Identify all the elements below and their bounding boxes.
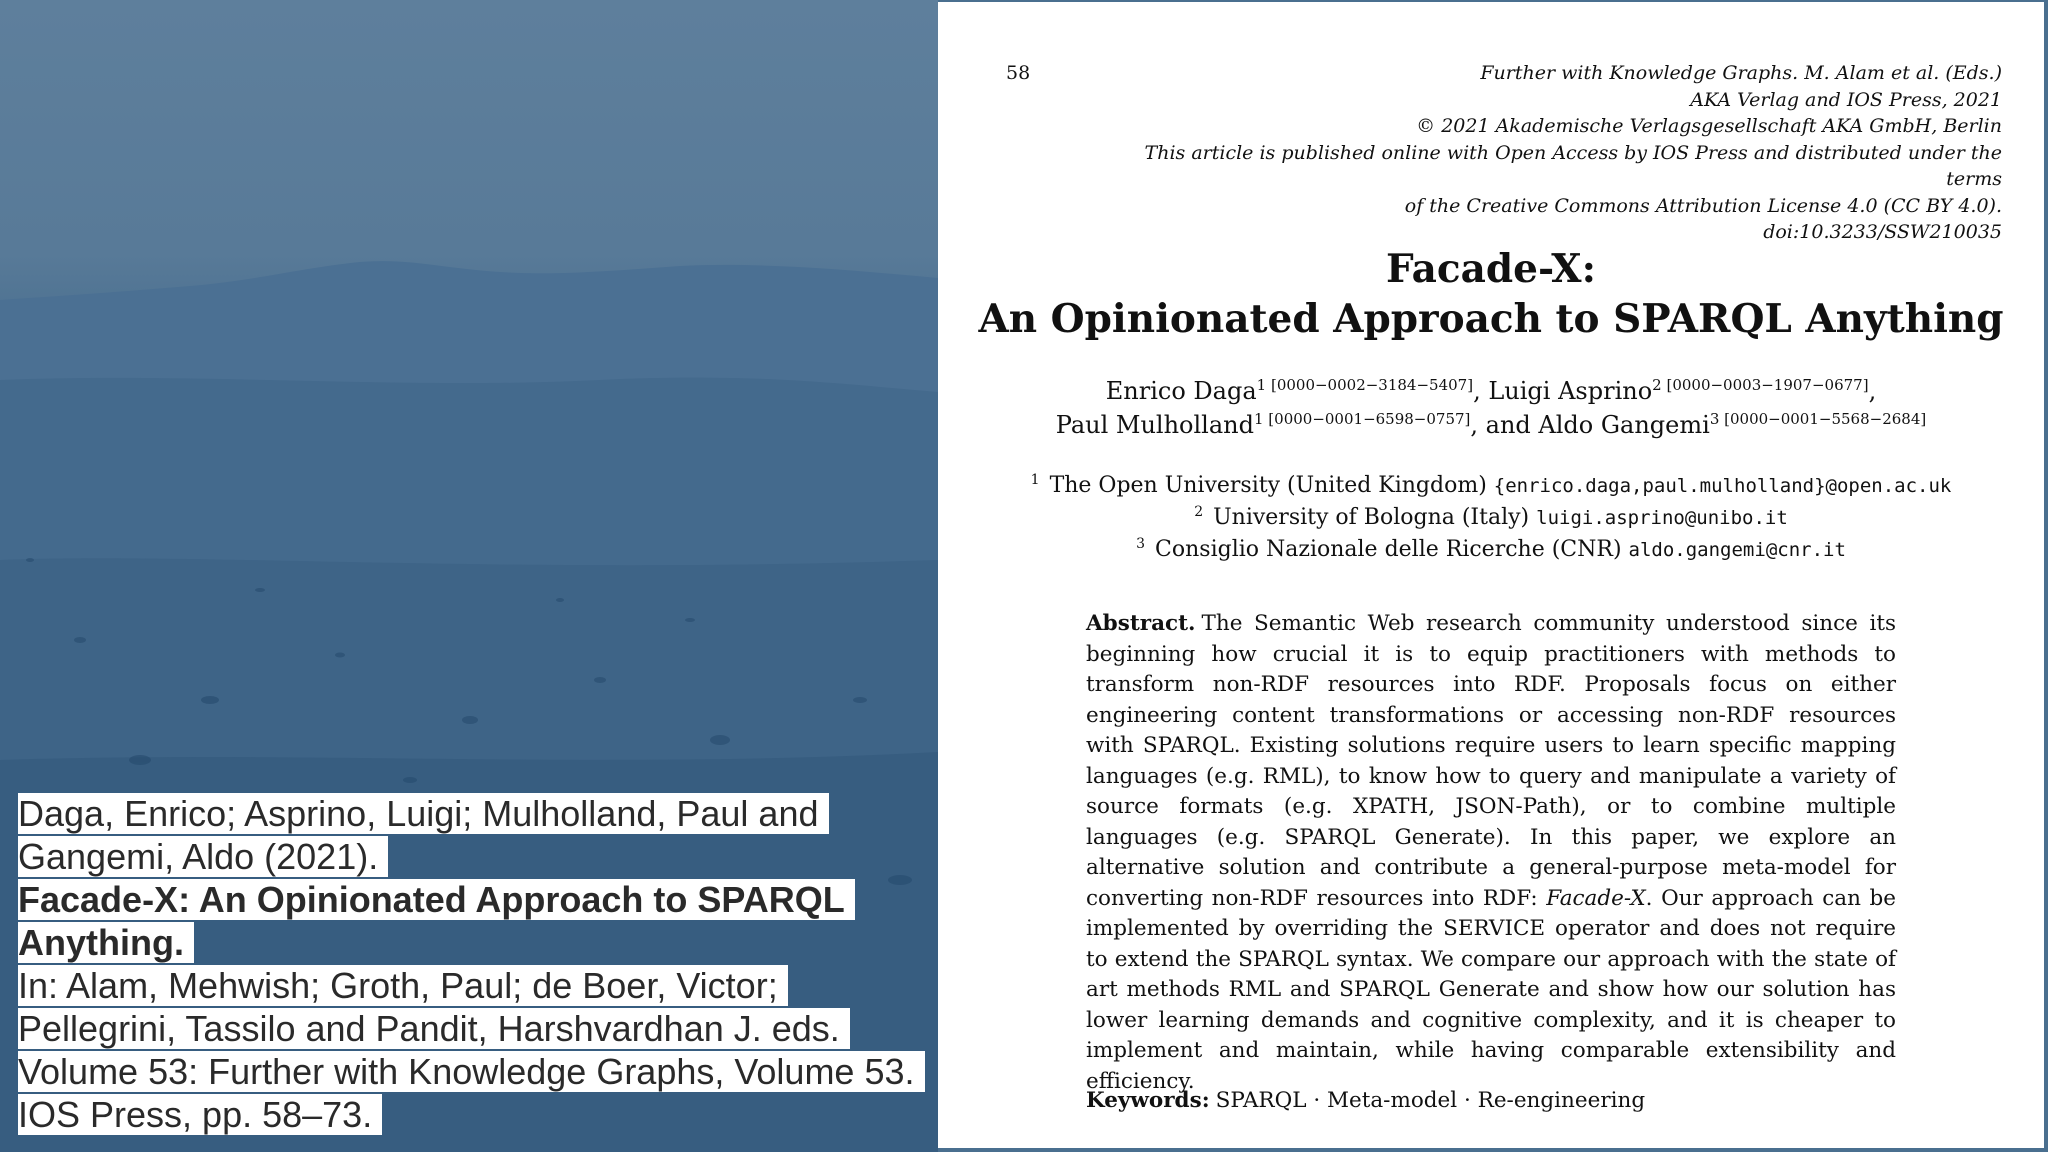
affiliation-email: {enrico.daga,paul.mulholland}@open.ac.uk (1493, 475, 1952, 497)
pubinfo-line: of the Creative Commons Attribution License 4.0 (CC BY 4.0). (1404, 194, 2002, 217)
cover-image-panel (0, 0, 938, 1152)
author-separator: , (1868, 377, 1877, 405)
affiliation-email: luigi.asprino@unibo.it (1536, 507, 1788, 529)
abstract-text-continued: . Our approach can be implemented by overriding the SERVICE operator and does not require to extend the SPARQL syntax. We compare our approach with the state of art methods RML and SPARQL Generate and show how our solution has lower learning demands and cognitive complexity, and it is cheaper to implement and maintain, while having comparable extensibility and efficiency. (1086, 885, 1896, 1094)
citation-block (18, 792, 938, 1136)
pubinfo-line: AKA Verlag and IOS Press, 2021 (1690, 88, 2002, 111)
affiliation-list (938, 470, 2044, 566)
affiliation-number: 3 (1136, 536, 1146, 552)
author-name: Enrico Daga (1105, 377, 1257, 405)
affiliation-name: The Open University (United Kingdom) (1049, 473, 1487, 498)
keywords (1086, 1086, 1896, 1116)
affiliation (938, 502, 2044, 534)
citation-volume-line: Volume 53: Further with Knowledge Graphs, Volume 53. (18, 1051, 925, 1092)
pubinfo-doi: doi:10.3233/SSW210035 (1763, 221, 2002, 243)
paper-title-line-2: An Opinionated Approach to SPARQL Anything (978, 296, 2004, 342)
paper-title-line-1: Facade-X: (1386, 246, 1596, 292)
abstract (1086, 609, 1896, 1097)
author-orcid: 2 [0000−0003−1907−0677] (1652, 376, 1869, 394)
affiliation-name: Consiglio Nazionale delle Ricerche (CNR) (1155, 537, 1622, 562)
affiliation-email: aldo.gangemi@cnr.it (1628, 539, 1846, 561)
citation-authors-line-1: Daga, Enrico; Asprino, Luigi; Mulholland, Paul and (18, 793, 829, 834)
author-orcid: 3 [0000−0001−5568−2684] (1709, 410, 1927, 428)
author-orcid: 1 [0000−0002−3184−5407] (1256, 376, 1474, 394)
author-orcid: 1 [0000−0001−6598−0757] (1253, 410, 1471, 428)
keywords-list: SPARQL · Meta-model · Re-engineering (1215, 1088, 1646, 1113)
affiliation-name: University of Bologna (Italy) (1213, 505, 1530, 530)
pubinfo-line: © 2021 Akademische Verlagsgesellschaft AKA GmbH, Berlin (1416, 115, 2002, 137)
paper-title (938, 244, 2044, 344)
citation-editors-line-2: Pellegrini, Tassilo and Pandit, Harshvardhan J. eds. (18, 1008, 850, 1049)
author-separator: , and (1470, 411, 1539, 439)
abstract-text: The Semantic Web research community understood since its beginning how crucial it is to equip practitioners with methods to transform non-RDF resources into RDF. Proposals focus on either engineering content transformations or accessing non-RDF resources with SPARQL. Existing solutions require users to learn specific mapping languages (e.g. RML), to know how to query and manipulate a variety of source formats (e.g. XPATH, JSON-Path), or to combine multiple languages (e.g. SPARQL Generate). In this paper, we explore an alternative solution and contribute a general-purpose meta-model for converting non-RDF resources into RDF: (1086, 611, 1896, 911)
author-name: Aldo Gangemi (1538, 411, 1710, 439)
citation-authors-line-2: Gangemi, Aldo (2021). (18, 836, 388, 877)
affiliation (938, 534, 2044, 566)
abstract-emphasis: Facade-X (1546, 885, 1646, 911)
keywords-label: Keywords: (1086, 1088, 1210, 1113)
citation-title-line-1: Facade-X: An Opinionated Approach to SPARQL (18, 879, 855, 920)
affiliation-number: 1 (1030, 472, 1040, 488)
author-list (938, 374, 2044, 442)
abstract-label: Abstract. (1086, 611, 1196, 636)
page-number: 58 (1006, 62, 1031, 84)
author-name: Paul Mulholland (1055, 411, 1254, 439)
author-name: Luigi Asprino (1488, 377, 1653, 405)
paper-page (938, 0, 2048, 1152)
citation-title-line-2: Anything. (18, 922, 194, 963)
affiliation (938, 470, 2044, 502)
pubinfo-line: Further with Knowledge Graphs. M. Alam et al. (Eds.) (1480, 62, 2002, 84)
publication-info (1102, 60, 2002, 246)
pubinfo-line: This article is published online with Open Access by IOS Press and distributed under the terms (1144, 141, 2002, 190)
affiliation-number: 2 (1194, 504, 1204, 520)
citation-publisher-line: IOS Press, pp. 58–73. (18, 1094, 382, 1135)
author-separator: , (1473, 377, 1489, 405)
citation-editors-line-1: In: Alam, Mehwish; Groth, Paul; de Boer, Victor; (18, 965, 788, 1006)
